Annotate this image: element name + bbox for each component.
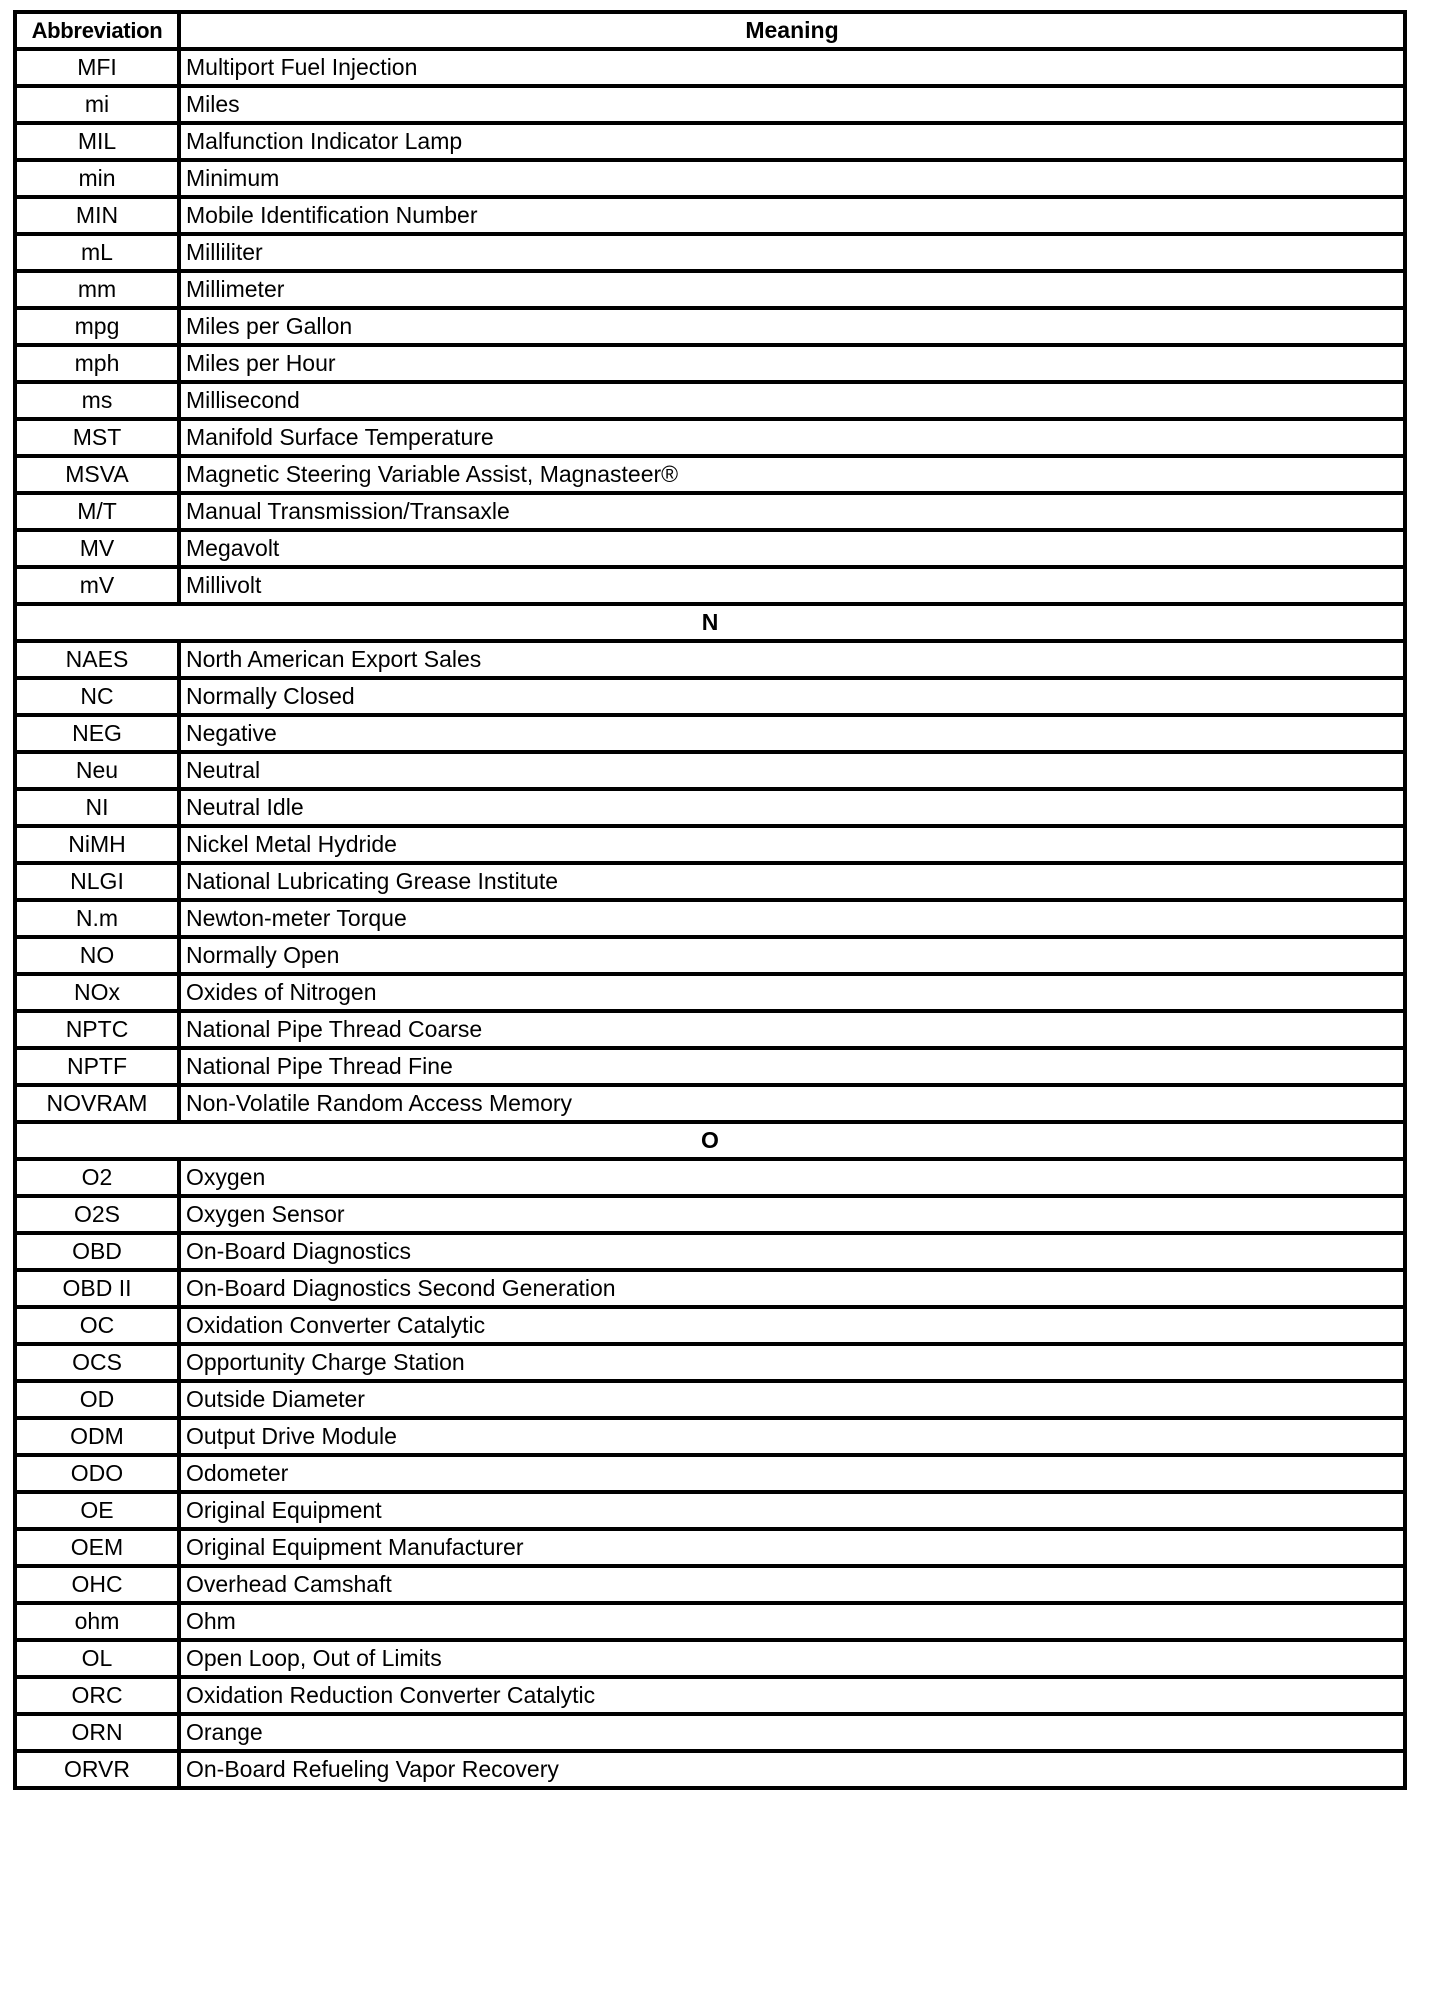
abbreviation-cell: OEM [15,1529,179,1566]
abbreviation-cell: N.m [15,900,179,937]
meaning-cell: Millimeter [179,271,1405,308]
abbreviation-cell: O2S [15,1196,179,1233]
abbreviation-cell: MST [15,419,179,456]
meaning-cell: Millisecond [179,382,1405,419]
table-body [15,49,1405,1788]
table-row [15,456,1405,493]
meaning-cell: Miles per Hour [179,345,1405,382]
meaning-cell: National Pipe Thread Fine [179,1048,1405,1085]
abbreviation-cell: OC [15,1307,179,1344]
meaning-cell: Open Loop, Out of Limits [179,1640,1405,1677]
table-row [15,49,1405,86]
meaning-cell: National Lubricating Grease Institute [179,863,1405,900]
meaning-cell: Manifold Surface Temperature [179,419,1405,456]
table-row [15,1529,1405,1566]
meaning-cell: Original Equipment [179,1492,1405,1529]
meaning-cell: On-Board Diagnostics Second Generation [179,1270,1405,1307]
meaning-cell: Miles per Gallon [179,308,1405,345]
meaning-cell: Outside Diameter [179,1381,1405,1418]
table-row [15,1270,1405,1307]
abbreviation-cell: NOx [15,974,179,1011]
abbreviation-cell: MIL [15,123,179,160]
table-row [15,1307,1405,1344]
meaning-cell: Output Drive Module [179,1418,1405,1455]
table-row [15,1381,1405,1418]
table-row [15,1714,1405,1751]
table-row [15,789,1405,826]
table-row [15,419,1405,456]
table-row [15,1048,1405,1085]
meaning-column-header: Meaning [179,12,1405,49]
meaning-cell: On-Board Refueling Vapor Recovery [179,1751,1405,1788]
meaning-cell: Oxygen Sensor [179,1196,1405,1233]
table-row [15,715,1405,752]
abbreviation-cell: OBD [15,1233,179,1270]
table-row [15,234,1405,271]
abbreviation-cell: NPTF [15,1048,179,1085]
table-row [15,1566,1405,1603]
meaning-cell: National Pipe Thread Coarse [179,1011,1405,1048]
abbreviation-cell: mpg [15,308,179,345]
meaning-cell: Original Equipment Manufacturer [179,1529,1405,1566]
meaning-cell: Minimum [179,160,1405,197]
meaning-cell: Magnetic Steering Variable Assist, Magnasteer® [179,456,1405,493]
table-row [15,1344,1405,1381]
abbreviation-cell: NAES [15,641,179,678]
abbreviation-cell: mi [15,86,179,123]
table-row [15,974,1405,1011]
table-row [15,1603,1405,1640]
meaning-cell: Millivolt [179,567,1405,604]
meaning-cell: Neutral Idle [179,789,1405,826]
abbreviation-cell: Neu [15,752,179,789]
abbreviation-column-header: Abbreviation [15,12,179,49]
abbreviation-cell: MFI [15,49,179,86]
abbreviation-cell: NOVRAM [15,1085,179,1122]
meaning-cell: Negative [179,715,1405,752]
table-row [15,678,1405,715]
table-row [15,1085,1405,1122]
table-row [15,1159,1405,1196]
meaning-cell: Opportunity Charge Station [179,1344,1405,1381]
meaning-cell: Newton-meter Torque [179,900,1405,937]
meaning-cell: Oxidation Reduction Converter Catalytic [179,1677,1405,1714]
abbreviation-cell: OL [15,1640,179,1677]
meaning-cell: Mobile Identification Number [179,197,1405,234]
table-row [15,530,1405,567]
section-letter: N [15,604,1405,641]
abbreviation-cell: min [15,160,179,197]
table-row [15,308,1405,345]
meaning-cell: Miles [179,86,1405,123]
table-row [15,900,1405,937]
section-header-row [15,1122,1405,1159]
table-row [15,86,1405,123]
abbreviation-cell: mL [15,234,179,271]
meaning-cell: Megavolt [179,530,1405,567]
meaning-cell: Milliliter [179,234,1405,271]
abbreviation-cell: OHC [15,1566,179,1603]
abbreviation-cell: ODM [15,1418,179,1455]
abbreviation-cell: OBD II [15,1270,179,1307]
abbreviation-cell: NEG [15,715,179,752]
meaning-cell: Multiport Fuel Injection [179,49,1405,86]
meaning-cell: Neutral [179,752,1405,789]
table-row [15,197,1405,234]
abbreviation-cell: NI [15,789,179,826]
meaning-cell: On-Board Diagnostics [179,1233,1405,1270]
abbreviation-cell: NLGI [15,863,179,900]
table-row [15,1751,1405,1788]
table-row [15,1455,1405,1492]
abbreviation-cell: NC [15,678,179,715]
meaning-cell: Malfunction Indicator Lamp [179,123,1405,160]
meaning-cell: Ohm [179,1603,1405,1640]
abbreviation-cell: M/T [15,493,179,530]
abbreviation-cell: O2 [15,1159,179,1196]
table-row [15,1418,1405,1455]
abbreviation-cell: OE [15,1492,179,1529]
table-row [15,863,1405,900]
table-row [15,1196,1405,1233]
abbreviation-cell: MSVA [15,456,179,493]
abbreviation-cell: ORN [15,1714,179,1751]
table-header-row [15,12,1405,49]
table-row [15,382,1405,419]
abbreviation-cell: MIN [15,197,179,234]
meaning-cell: Non-Volatile Random Access Memory [179,1085,1405,1122]
abbreviation-table [13,10,1407,1790]
meaning-cell: Normally Closed [179,678,1405,715]
table-row [15,1233,1405,1270]
abbreviation-cell: NO [15,937,179,974]
section-letter: O [15,1122,1405,1159]
abbreviation-cell: ORVR [15,1751,179,1788]
meaning-cell: Manual Transmission/Transaxle [179,493,1405,530]
abbreviation-cell: ODO [15,1455,179,1492]
meaning-cell: Odometer [179,1455,1405,1492]
abbreviation-cell: MV [15,530,179,567]
table-row [15,1011,1405,1048]
abbreviation-cell: ms [15,382,179,419]
table-row [15,567,1405,604]
abbreviation-cell: mph [15,345,179,382]
table-row [15,937,1405,974]
table-row [15,1677,1405,1714]
meaning-cell: Oxygen [179,1159,1405,1196]
meaning-cell: Oxides of Nitrogen [179,974,1405,1011]
table-row [15,271,1405,308]
table-row [15,641,1405,678]
abbreviation-cell: mV [15,567,179,604]
abbreviation-cell: ohm [15,1603,179,1640]
abbreviation-cell: OD [15,1381,179,1418]
table-row [15,345,1405,382]
table-row [15,826,1405,863]
abbreviation-cell: mm [15,271,179,308]
table-row [15,752,1405,789]
table-row [15,160,1405,197]
meaning-cell: Orange [179,1714,1405,1751]
abbreviation-cell: OCS [15,1344,179,1381]
meaning-cell: Normally Open [179,937,1405,974]
section-header-row [15,604,1405,641]
meaning-cell: Nickel Metal Hydride [179,826,1405,863]
table-row [15,1492,1405,1529]
table-row [15,123,1405,160]
meaning-cell: Overhead Camshaft [179,1566,1405,1603]
meaning-cell: North American Export Sales [179,641,1405,678]
abbreviation-cell: ORC [15,1677,179,1714]
table-row [15,1640,1405,1677]
meaning-cell: Oxidation Converter Catalytic [179,1307,1405,1344]
abbreviation-cell: NPTC [15,1011,179,1048]
abbreviation-cell: NiMH [15,826,179,863]
table-row [15,493,1405,530]
